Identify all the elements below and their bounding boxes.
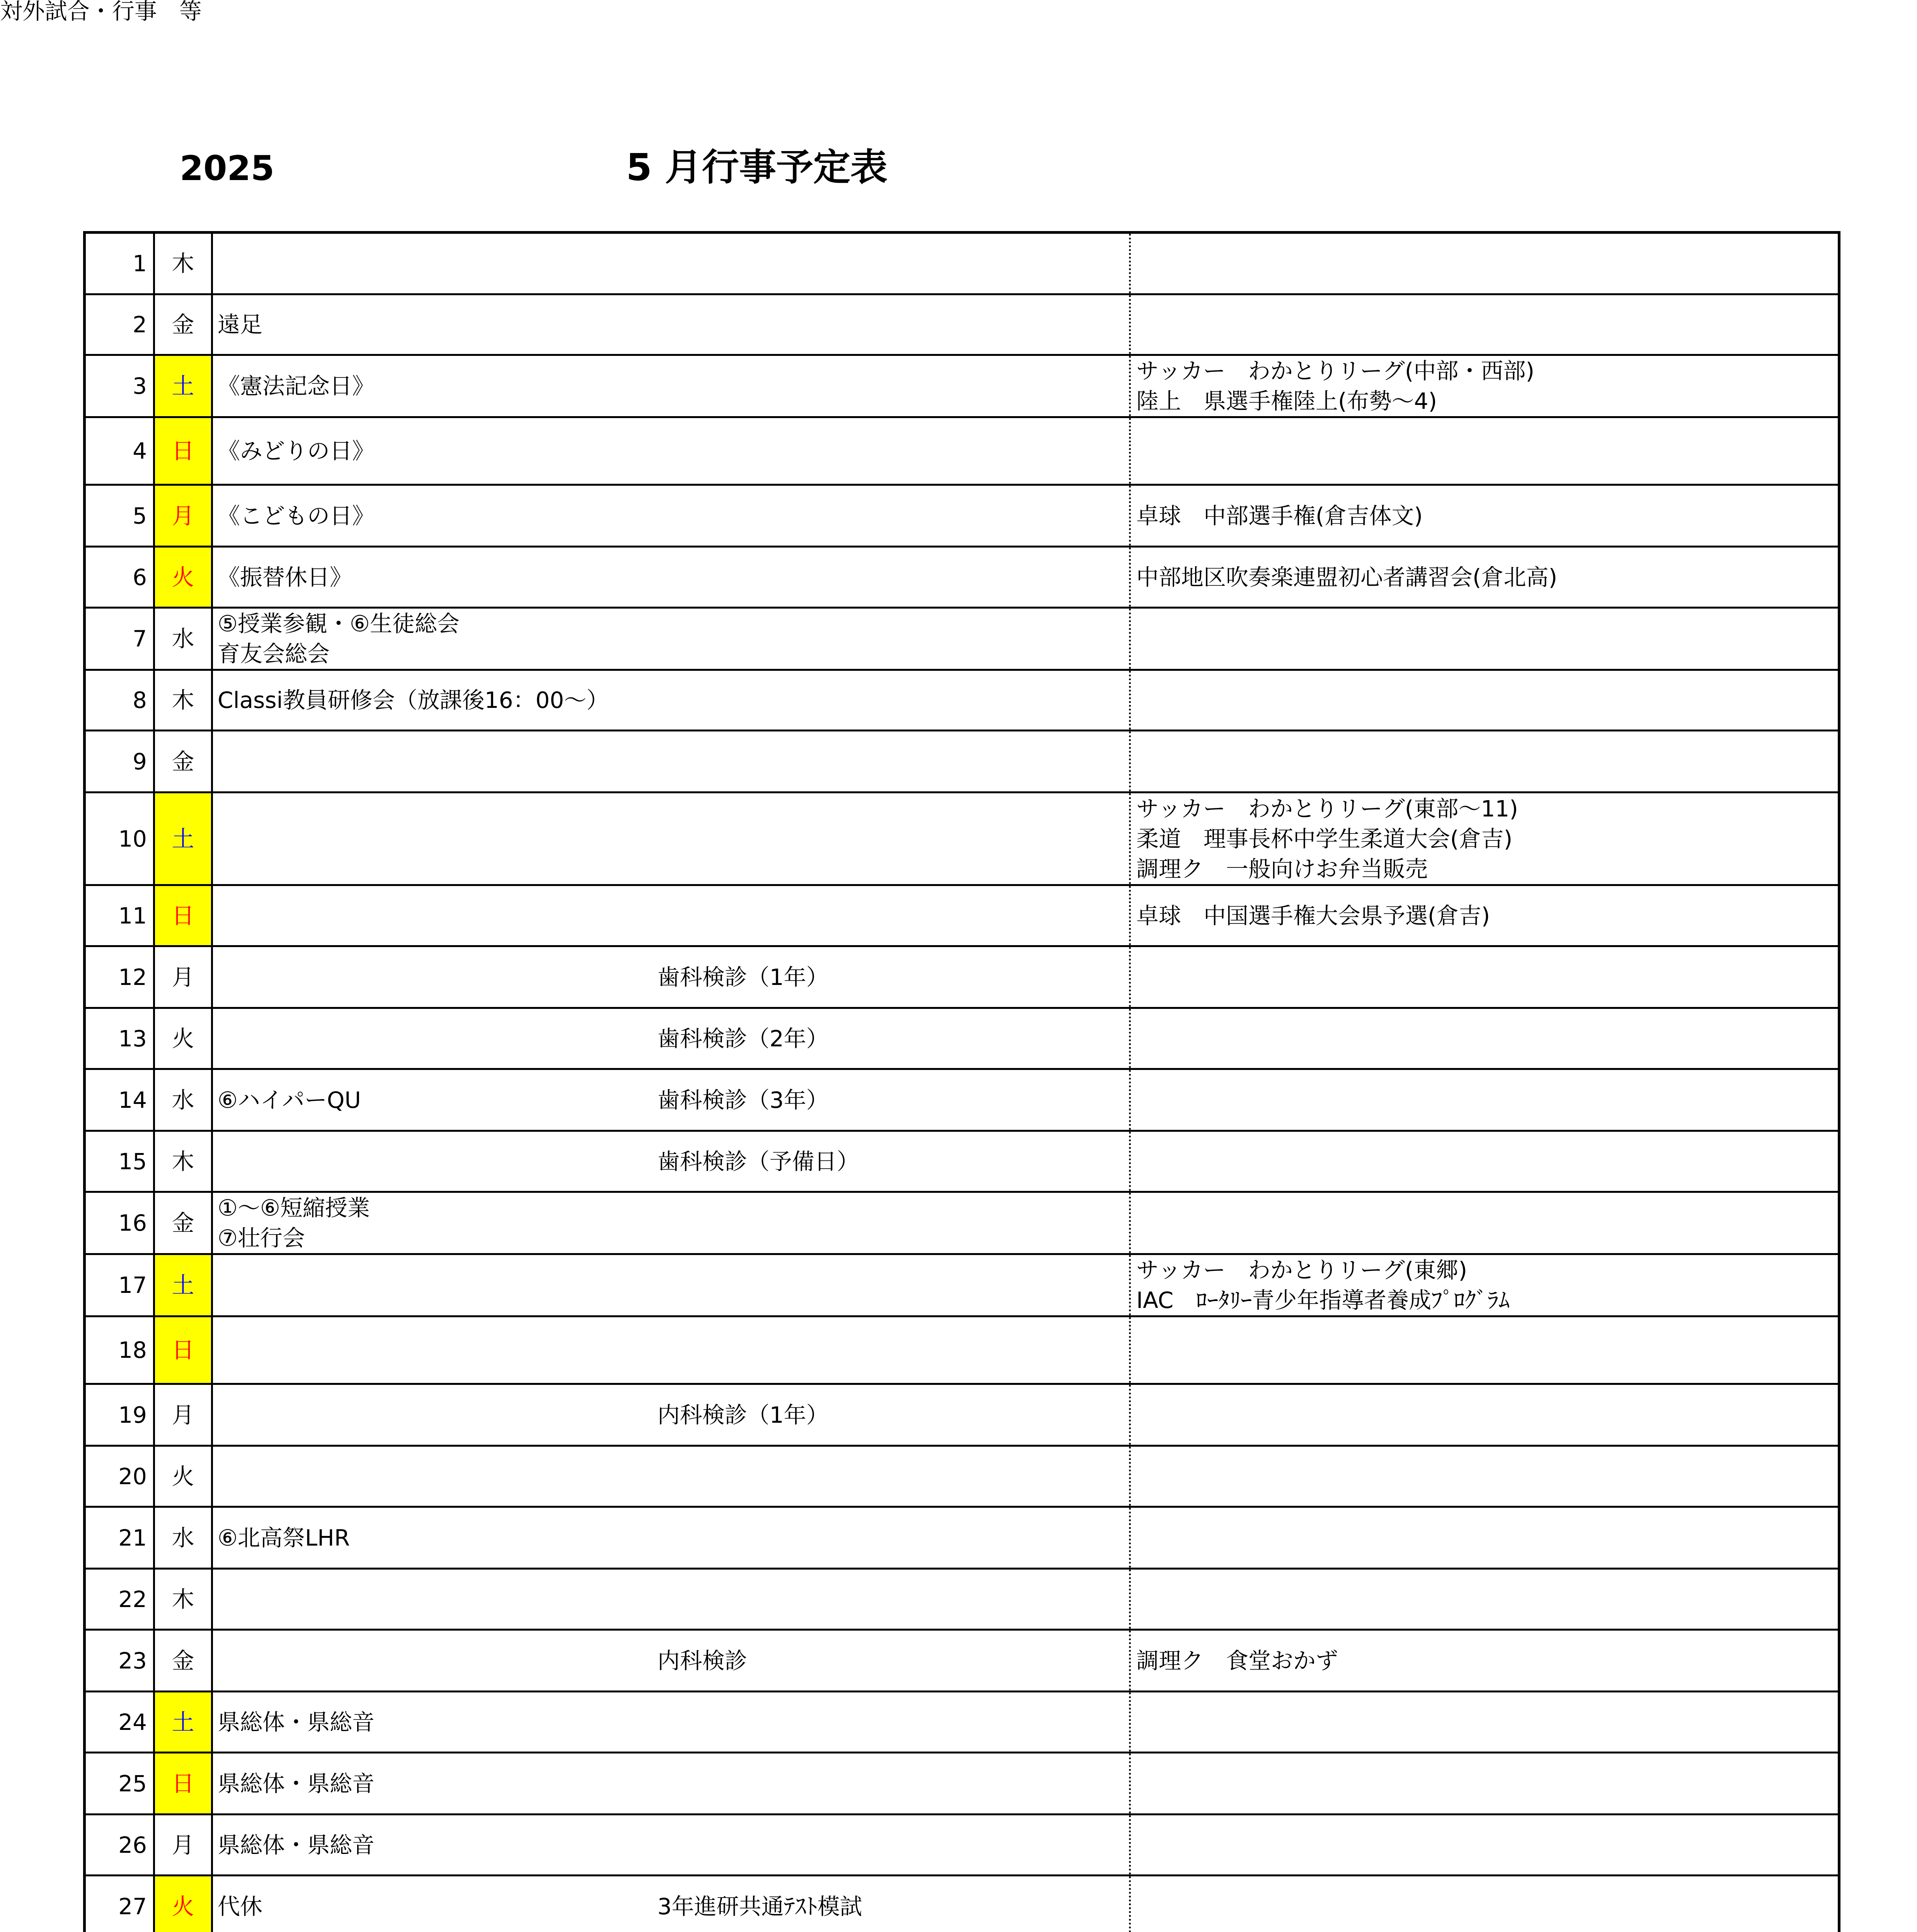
schedule-body (85, 233, 1839, 1932)
school-events-cell (212, 1815, 1130, 1876)
schedule-row (85, 547, 1839, 608)
external-events-cell (1130, 1316, 1839, 1384)
weekday: 火 (154, 1008, 212, 1069)
external-events-cell (1130, 1569, 1839, 1630)
school-events-text: 県総体・県総音 (218, 1770, 375, 1797)
day-number: 3 (85, 355, 154, 417)
schedule-row (85, 1507, 1839, 1569)
school-events-text: 《憲法記念日》 (218, 373, 375, 399)
external-events-text: 中部地区吹奏楽連盟初心者講習会(倉北高) (1136, 564, 1558, 590)
school-events-cell (212, 731, 1130, 793)
school-events-text: 県総体・県総音 (218, 1709, 375, 1735)
schedule-row (85, 1692, 1839, 1753)
school-events-cell (212, 485, 1130, 547)
page-title: 5 月行事予定表 (626, 146, 888, 189)
weekday: 日 (154, 1753, 212, 1815)
day-number: 27 (85, 1876, 154, 1932)
weekday: 火 (154, 1876, 212, 1932)
schedule-row (85, 485, 1839, 547)
weekday: 金 (154, 1192, 212, 1254)
school-events-cell (212, 547, 1130, 608)
external-events-cell (1130, 1876, 1839, 1932)
school-events-cell (212, 946, 1130, 1008)
schedule-row (85, 1753, 1839, 1815)
school-events-text: 遠足 (218, 311, 263, 338)
external-events-cell (1130, 1753, 1839, 1815)
health-check-note: 歯科検診（2年） (657, 1025, 829, 1052)
day-number: 23 (85, 1630, 154, 1692)
weekday: 日 (154, 417, 212, 485)
external-events-cell (1130, 1254, 1839, 1316)
school-events-cell (212, 793, 1130, 885)
day-number: 22 (85, 1569, 154, 1630)
day-number: 21 (85, 1507, 154, 1569)
schedule-row (85, 670, 1839, 731)
school-events-text: 代休 (218, 1893, 263, 1920)
weekday: 土 (154, 1254, 212, 1316)
school-events-cell (212, 233, 1130, 294)
weekday: 火 (154, 547, 212, 608)
weekday: 土 (154, 355, 212, 417)
external-events-cell (1130, 1507, 1839, 1569)
schedule-row (85, 1254, 1839, 1316)
schedule-row (85, 355, 1839, 417)
external-events-text: 卓球 中国選手権大会県予選(倉吉) (1136, 902, 1490, 929)
day-number: 2 (85, 294, 154, 355)
school-events-cell (212, 1131, 1130, 1192)
school-events-cell (212, 1753, 1130, 1815)
day-number: 9 (85, 731, 154, 793)
external-events-cell (1130, 1192, 1839, 1254)
external-events-cell (1130, 1008, 1839, 1069)
day-number: 13 (85, 1008, 154, 1069)
weekday: 日 (154, 1316, 212, 1384)
health-check-note: 内科検診（1年） (657, 1401, 829, 1428)
external-events-cell (1130, 1384, 1839, 1446)
external-events-text: サッカー わかとりリーグ(中部・西部) 陸上 県選手権陸上(布勢～4) (1136, 358, 1535, 414)
weekday: 水 (154, 1069, 212, 1131)
external-events-cell (1130, 355, 1839, 417)
weekday: 月 (154, 1384, 212, 1446)
school-events-cell (212, 1630, 1130, 1692)
external-events-text: サッカー わかとりリーグ(東部～11) 柔道 理事長杯中学生柔道大会(倉吉) 調理ク 一般向けお弁当販売 (1136, 795, 1518, 882)
external-events-text: 卓球 中部選手権(倉吉体文) (1136, 502, 1423, 529)
day-number: 8 (85, 670, 154, 731)
schedule-row (85, 885, 1839, 946)
external-events-cell (1130, 1446, 1839, 1507)
weekday: 土 (154, 793, 212, 885)
day-number: 15 (85, 1131, 154, 1192)
schedule-row (85, 1131, 1839, 1192)
external-events-cell (1130, 885, 1839, 946)
school-events-text: ⑥北高祭LHR (218, 1524, 350, 1551)
weekday: 月 (154, 1815, 212, 1876)
weekday: 木 (154, 670, 212, 731)
external-events-text: 調理ク 食堂おかず (1136, 1647, 1338, 1674)
health-check-note: 3年進研共通ﾃｽﾄ模試 (657, 1893, 862, 1920)
school-events-text: ⑤授業参観・⑥生徒総会 育友会総会 (218, 611, 460, 667)
day-number: 17 (85, 1254, 154, 1316)
school-events-text: 《こどもの日》 (218, 502, 375, 529)
external-events-text: サッカー わかとりリーグ(東郷) IAC ﾛｰﾀﾘｰ青少年指導者養成ﾌﾟﾛｸﾞﾗﾑ (1136, 1257, 1510, 1313)
school-events-text: 《振替休日》 (218, 564, 352, 590)
schedule-row (85, 1069, 1839, 1131)
health-check-note: 歯科検診（1年） (657, 964, 829, 990)
school-events-cell (212, 1507, 1130, 1569)
school-events-cell (212, 1569, 1130, 1630)
school-events-text: 《みどりの日》 (218, 438, 375, 464)
day-number: 12 (85, 946, 154, 1008)
external-events-cell (1130, 608, 1839, 670)
school-events-cell (212, 1692, 1130, 1753)
external-events-cell (1130, 731, 1839, 793)
school-events-text: ①～⑥短縮授業 ⑦壮行会 (218, 1195, 370, 1251)
external-events-cell (1130, 1131, 1839, 1192)
day-number: 4 (85, 417, 154, 485)
schedule-row (85, 294, 1839, 355)
external-events-cell (1130, 1815, 1839, 1876)
school-events-cell (212, 1384, 1130, 1446)
external-events-cell (1130, 233, 1839, 294)
day-number: 14 (85, 1069, 154, 1131)
weekday: 日 (154, 885, 212, 946)
external-events-cell (1130, 1069, 1839, 1131)
schedule-row (85, 1446, 1839, 1507)
schedule-row (85, 731, 1839, 793)
weekday: 木 (154, 233, 212, 294)
schedule-row (85, 1192, 1839, 1254)
day-number: 20 (85, 1446, 154, 1507)
school-events-cell (212, 1316, 1130, 1384)
schedule-row (85, 608, 1839, 670)
school-events-cell (212, 1876, 1130, 1932)
day-number: 7 (85, 608, 154, 670)
school-events-text: 県総体・県総音 (218, 1832, 375, 1858)
school-events-cell (212, 1446, 1130, 1507)
external-events-cell (1130, 417, 1839, 485)
schedule-row (85, 1815, 1839, 1876)
schedule-row (85, 1008, 1839, 1069)
day-number: 5 (85, 485, 154, 547)
day-number: 24 (85, 1692, 154, 1753)
weekday: 月 (154, 946, 212, 1008)
external-events-cell (1130, 1630, 1839, 1692)
weekday: 土 (154, 1692, 212, 1753)
year-label: 2025 (180, 148, 274, 188)
school-events-cell (212, 417, 1130, 485)
column-subtitle: 対外試合・行事 等 (0, 0, 202, 24)
school-events-cell (212, 355, 1130, 417)
school-events-cell (212, 1069, 1130, 1131)
external-events-cell (1130, 670, 1839, 731)
day-number: 1 (85, 233, 154, 294)
external-events-cell (1130, 547, 1839, 608)
schedule-row (85, 1384, 1839, 1446)
external-events-cell (1130, 946, 1839, 1008)
school-events-cell (212, 608, 1130, 670)
day-number: 19 (85, 1384, 154, 1446)
external-events-cell (1130, 793, 1839, 885)
school-events-cell (212, 294, 1130, 355)
external-events-cell (1130, 1692, 1839, 1753)
weekday: 金 (154, 731, 212, 793)
weekday: 木 (154, 1569, 212, 1630)
schedule-table (83, 231, 1840, 1932)
external-events-cell (1130, 485, 1839, 547)
school-events-cell (212, 1192, 1130, 1254)
schedule-row (85, 946, 1839, 1008)
schedule-row (85, 793, 1839, 885)
schedule-row (85, 417, 1839, 485)
weekday: 水 (154, 608, 212, 670)
school-events-cell (212, 1254, 1130, 1316)
school-events-text: Classi教員研修会（放課後16：00～） (218, 687, 609, 713)
day-number: 10 (85, 793, 154, 885)
health-check-note: 歯科検診（予備日） (657, 1148, 860, 1175)
health-check-note: 内科検診 (657, 1647, 747, 1674)
day-number: 25 (85, 1753, 154, 1815)
external-events-cell (1130, 294, 1839, 355)
day-number: 18 (85, 1316, 154, 1384)
school-events-cell (212, 885, 1130, 946)
day-number: 11 (85, 885, 154, 946)
school-events-text: ⑥ハイパーQU (218, 1087, 361, 1113)
weekday: 水 (154, 1507, 212, 1569)
weekday: 金 (154, 294, 212, 355)
weekday: 火 (154, 1446, 212, 1507)
schedule-row (85, 1876, 1839, 1932)
weekday: 木 (154, 1131, 212, 1192)
weekday: 金 (154, 1630, 212, 1692)
day-number: 26 (85, 1815, 154, 1876)
weekday: 月 (154, 485, 212, 547)
schedule-row (85, 1569, 1839, 1630)
day-number: 6 (85, 547, 154, 608)
school-events-cell (212, 670, 1130, 731)
school-events-cell (212, 1008, 1130, 1069)
day-number: 16 (85, 1192, 154, 1254)
schedule-row (85, 1316, 1839, 1384)
health-check-note: 歯科検診（3年） (657, 1087, 829, 1113)
schedule-row (85, 233, 1839, 294)
schedule-row (85, 1630, 1839, 1692)
